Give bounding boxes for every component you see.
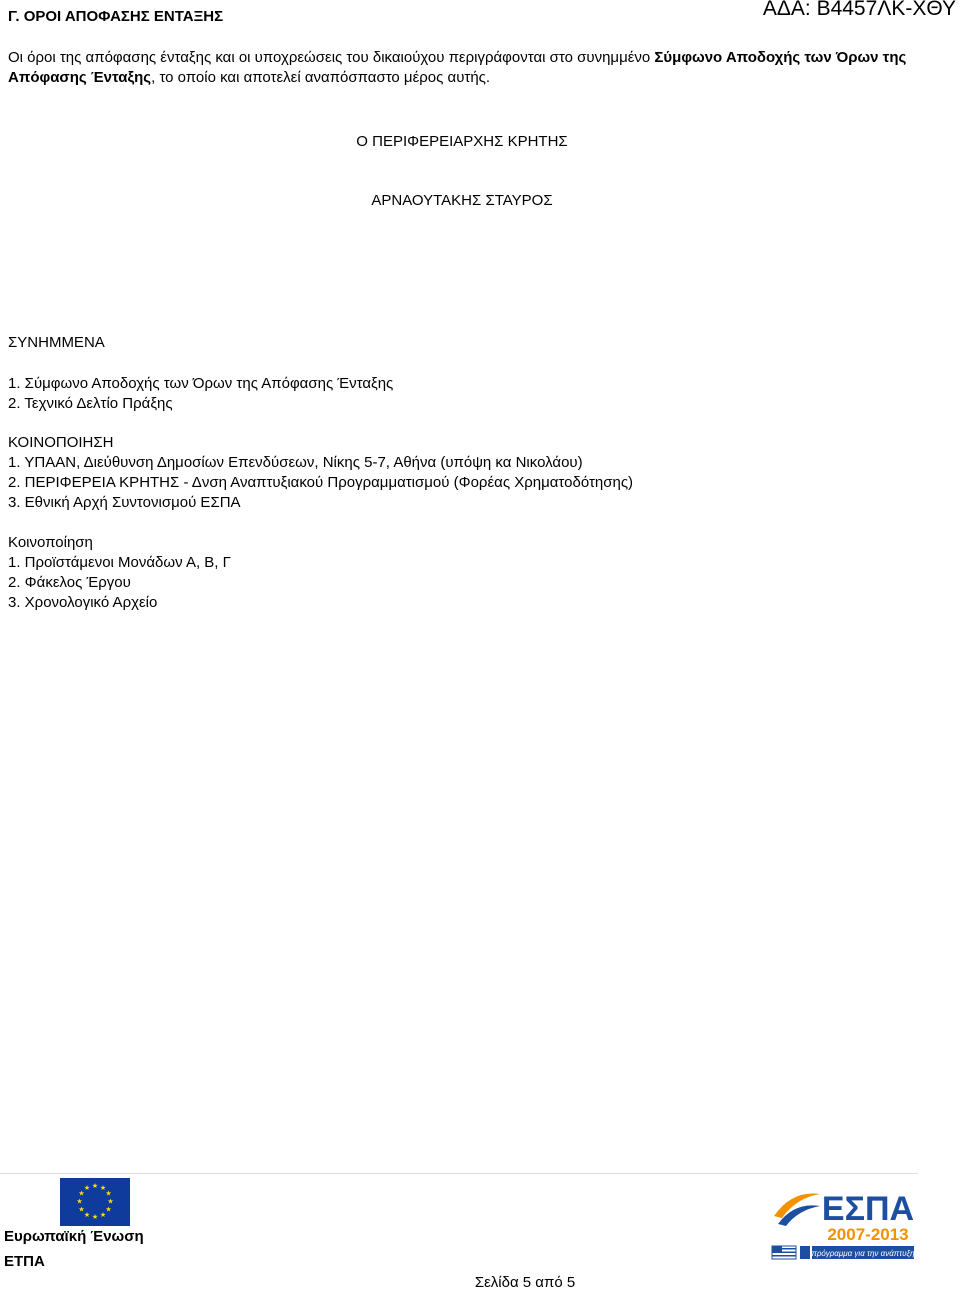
notification-item: 2. ΠΕΡΙΦΕΡΕΙΑ ΚΡΗΤΗΣ - Δνση Αναπτυξιακού Προγραμματισμού (Φορέας Χρηματοδότησης) (8, 474, 634, 491)
signatory-title: Ο ΠΕΡΙΦΕΡΕΙΑΡΧΗΣ ΚΡΗΤΗΣ (356, 133, 568, 150)
notification-item: 3. Εθνική Αρχή Συντονισμού ΕΣΠΑ (8, 494, 241, 511)
svg-text:★: ★ (78, 1205, 85, 1214)
svg-text:★: ★ (99, 1184, 107, 1192)
svg-text:★: ★ (83, 1184, 91, 1192)
etpa-label: ΕΤΠΑ (4, 1253, 45, 1270)
svg-text:★: ★ (91, 1213, 99, 1221)
svg-text:★: ★ (105, 1205, 112, 1214)
svg-text:★: ★ (91, 1182, 99, 1190)
notification-heading: ΚΟΙΝΟΠΟΙΗΣΗ (8, 434, 114, 451)
svg-text:★: ★ (105, 1189, 112, 1198)
intro-paragraph (8, 48, 938, 88)
page-number: Σελίδα 5 από 5 (474, 1274, 576, 1291)
svg-text:★: ★ (83, 1211, 91, 1219)
intro-bold-link-text: Σύμφωνο Αποδοχής των Όρων της Απόφασης Ένταξης (8, 49, 907, 86)
svg-text:★: ★ (78, 1189, 85, 1198)
espa-logo-text: ΕΣΠΑ (821, 1190, 915, 1228)
eu-flag-icon (60, 1178, 130, 1226)
signatory-name: ΑΡΝΑΟΥΤΑΚΗΣ ΣΤΑΥΡΟΣ (371, 192, 553, 209)
eu-label: Ευρωπαϊκή Ένωση (4, 1228, 144, 1245)
espa-logo-icon (770, 1186, 916, 1260)
footer-divider (0, 1173, 918, 1174)
internal-item: 3. Χρονολογικό Αρχείο (8, 594, 158, 611)
intro-text-2: , το οποίο και αποτελεί αναπόσπαστο μέρος αυτής. (151, 69, 491, 86)
svg-text:★: ★ (76, 1197, 83, 1206)
svg-text:★: ★ (99, 1211, 107, 1219)
ada-code: ΑΔΑ: Β4457ΛΚ-ΧΘΥ (762, 0, 956, 20)
espa-years: 2007-2013 (827, 1225, 909, 1244)
svg-text:★: ★ (107, 1197, 114, 1206)
section-title: Γ. ΟΡΟΙ ΑΠΟΦΑΣΗΣ ΕΝΤΑΞΗΣ (8, 8, 224, 25)
intro-text-1: Οι όροι της απόφασης ένταξης και οι υποχρεώσεις του δικαιούχου περιγράφονται στο συνημμένο (8, 49, 655, 66)
attachment-item: 2. Τεχνικό Δελτίο Πράξης (8, 395, 173, 412)
attachments-heading: ΣΥΝΗΜΜΕΝΑ (8, 334, 105, 351)
espa-slogan: πρόγραμμα για την ανάπτυξη (811, 1249, 915, 1258)
notification-item: 1. ΥΠΑΑΝ, Διεύθυνση Δημοσίων Επενδύσεων, Νίκης 5-7, Αθήνα (υπόψη κα Νικολάου) (8, 454, 583, 471)
attachment-item: 1. Σύμφωνο Αποδοχής των Όρων της Απόφασης Ένταξης (8, 375, 394, 392)
internal-heading: Κοινοποίηση (8, 534, 93, 551)
internal-item: 2. Φάκελος Έργου (8, 574, 131, 591)
internal-item: 1. Προϊστάμενοι Μονάδων Α, Β, Γ (8, 554, 231, 571)
